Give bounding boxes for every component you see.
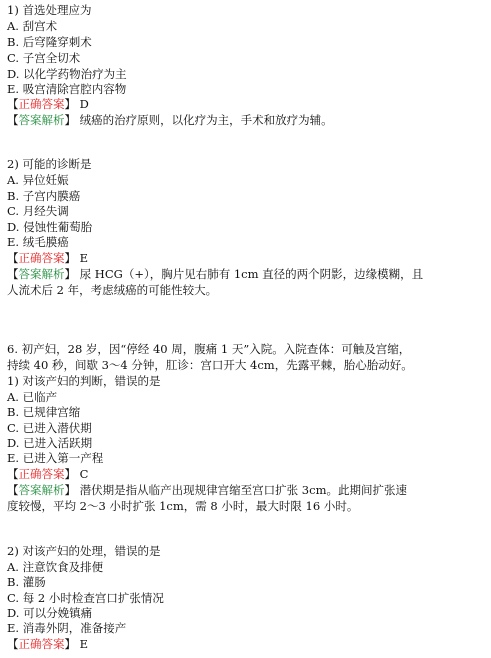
correct-answer-label: 正确答案 [18,467,65,481]
correct-answer: 【正确答案】 D [7,97,89,111]
option-d: D. 已进入活跃期 [7,436,93,450]
answer-analysis-text: 潜伏期是指从临产出现规律宫缩至宫口扩张 3cm。此期间扩张速 [79,483,407,497]
correct-answer-value: E [79,637,89,651]
correct-answer-label: 正确答案 [18,637,65,651]
correct-answer: 【正确答案】 E [7,251,89,265]
option-e: E. 绒毛膜癌 [7,235,69,249]
option-b: B. 子宫内膜癌 [7,189,81,203]
question-stem: 1) 首选处理应为 [7,3,92,17]
option-b: B. 后穹隆穿刺术 [7,35,92,49]
answer-analysis: 【答案解析】 潜伏期是指从临产出现规律宫缩至宫口扩张 3cm。此期间扩张速 [7,483,407,497]
correct-answer-value: D [79,97,89,111]
option-a: A. 已临产 [7,390,58,404]
answer-analysis-label: 答案解析 [18,113,65,127]
option-d: D. 可以分娩镇痛 [7,606,93,620]
answer-analysis: 【答案解析】 尿 HCG（+），胸片见右肺有 1cm 直径的两个阴影，边缘模糊，且 [7,267,424,281]
answer-analysis-text: 绒癌的治疗原则，以化疗为主，手术和放疗为辅。 [79,113,333,127]
option-c: C. 月经失调 [7,204,69,218]
case-description-continued: 持续 40 秒，间歇 3～4 分钟，肛诊：宫口开大 4cm，先露平棘，胎心胎动好。 [7,358,413,372]
answer-analysis-label: 答案解析 [18,483,65,497]
case-description: 6. 初产妇，28 岁，因“停经 40 周，腹痛 1 天”入院。入院查体：可触及宫缩， [7,342,411,356]
correct-answer-value: C [79,467,89,481]
answer-analysis: 【答案解析】 绒癌的治疗原则，以化疗为主，手术和放疗为辅。 [7,113,333,127]
question-stem: 1) 对该产妇的判断，错误的是 [7,374,161,388]
option-e: E. 吸宫清除宫腔内容物 [7,82,127,96]
option-b: B. 灌肠 [7,575,46,589]
option-c: C. 已进入潜伏期 [7,421,92,435]
option-d: D. 以化学药物治疗为主 [7,67,127,81]
question-stem: 2) 可能的诊断是 [7,157,92,171]
correct-answer-value: E [79,251,89,265]
option-b: B. 已规律宫缩 [7,405,81,419]
answer-analysis-text: 尿 HCG（+），胸片见右肺有 1cm 直径的两个阴影，边缘模糊，且 [79,267,424,281]
option-a: A. 注意饮食及排便 [7,560,104,574]
correct-answer: 【正确答案】 E [7,637,89,651]
option-c: C. 子宫全切术 [7,51,81,65]
answer-analysis-continued: 度较慢，平均 2～3 小时扩张 1cm，需 8 小时，最大时限 16 小时。 [7,499,359,513]
option-e: E. 消毒外阴，准备接产 [7,621,127,635]
answer-analysis-label: 答案解析 [18,267,65,281]
correct-answer-label: 正确答案 [18,251,65,265]
option-a: A. 刮宫术 [7,19,58,33]
correct-answer: 【正确答案】 C [7,467,89,481]
option-e: E. 已进入第一产程 [7,451,104,465]
option-d: D. 侵蚀性葡萄胎 [7,220,93,234]
answer-analysis-continued: 人流术后 2 年，考虑绒癌的可能性较大。 [7,283,218,297]
option-c: C. 每 2 小时检查宫口扩张情况 [7,591,164,605]
question-stem: 2) 对该产妇的处理，错误的是 [7,544,161,558]
correct-answer-label: 正确答案 [18,97,65,111]
option-a: A. 异位妊娠 [7,173,69,187]
